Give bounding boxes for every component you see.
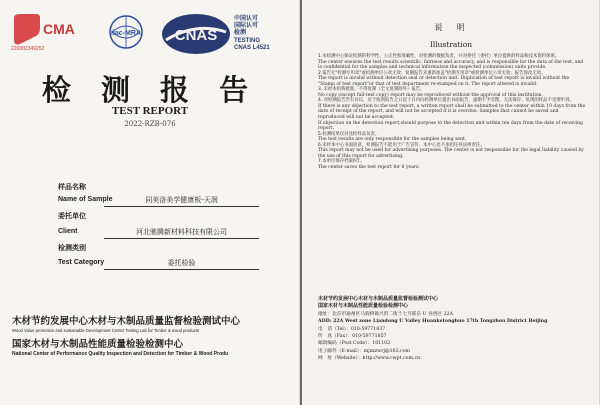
report-number: 2022-RZB-076 bbox=[124, 120, 176, 128]
cnas-line-4: TESTING bbox=[234, 37, 261, 44]
illustration-title-en: Illustration bbox=[429, 40, 473, 49]
contact-email: 电子邮件（E-mail）：mjzxzwrj@163.com bbox=[318, 348, 411, 354]
sample-name-label-zh: 样品名称 bbox=[58, 184, 86, 191]
sample-name-label-en: Name of Sample bbox=[58, 196, 113, 203]
illustration-paragraph: 1.本检测中心保证检测的科学性、公正性和准确性，对检测的数据负责，并对委托（委托）单位提供的样品和技术资料保密。 bbox=[318, 54, 560, 59]
illustration-body bbox=[318, 54, 586, 170]
footer-org-en-2: National Center of Performance Quality Inspection and Detection for Timber & Wood Produ bbox=[12, 351, 229, 357]
cma-number: 220002349252 bbox=[11, 46, 45, 52]
test-category-label-en: Test Category bbox=[58, 259, 105, 266]
cma-label: CMA bbox=[43, 21, 75, 37]
illustration-paragraph: 3. 未经本机构批准，不得复制（全文复制除外）报告。 bbox=[318, 87, 425, 93]
illustration-paragraph: 6.未经本中心书面同意，检测报告不能用于广告宣传，本中心也不承担任何法律责任。 bbox=[318, 142, 485, 148]
contact-address-en: ADD: 22A West zone Liandong U Valley Huanketonghuo 17th Tongzhou District Beijing bbox=[318, 319, 548, 325]
contact-website: 网 址（Website）：http://www.cwpt.com.cn bbox=[318, 356, 421, 362]
illustration-paragraph: The center ensures the test results scientific, fairness and accuracy, and is responsible for the data of the test, and is confidential for the samples and technical information the inspected (commission) units provide. bbox=[318, 59, 584, 71]
illustration-paragraph: If objection on the detection report,should purpose to the detection unit within ten days from the date of receiving report. bbox=[318, 120, 583, 132]
contact-fax: 传 真（Fax）：010-59771857 bbox=[318, 334, 387, 340]
illustration-paragraph: No copy (except full-text copy) report may be reproduced without the approval of this institution. bbox=[318, 92, 543, 98]
contact-post-code: 邮政编码（Post Code）：101102 bbox=[318, 341, 391, 347]
illustration-page bbox=[302, 0, 600, 405]
client-label-zh: 委托单位 bbox=[58, 213, 86, 220]
illustration-paragraph: The center saves the test report for 6 years. bbox=[318, 164, 420, 170]
report-title-en: TEST REPORT bbox=[111, 105, 189, 117]
illustration-paragraph: This report may not be used for advertising purposes. The center is not responsible for the legal liability caused by the use of this report for advertising. bbox=[318, 148, 584, 159]
cnas-label: CNAS bbox=[174, 27, 218, 44]
footer-org-zh-1: 木材节约发展中心木材与木制品质量监督检验测试中心 bbox=[12, 316, 241, 327]
illustration-paragraph: The report is invalid without detection seal or detection unit. Duplication of test report is invalid without the "Stamp of test report"or that of test department re-stamped on it. The report altered is invalid. bbox=[318, 76, 570, 87]
illustration-paragraph: 2.报告无"检测专用章"或检测单位公章无效；复制报告未重新加盖"检测专用章"或检测单位公章无效；报告涂改无效。 bbox=[318, 70, 546, 76]
client-value: 河北驰腾新材料科技有限公司 bbox=[104, 227, 259, 239]
contact-tel: 电 话（Tel）：010-59771837 bbox=[318, 326, 386, 332]
cnas-logo-icon bbox=[160, 12, 232, 56]
cnas-line-2: 国际认可 bbox=[234, 23, 259, 30]
ilac-label: ilac-MRA bbox=[111, 30, 141, 37]
illustration-paragraph: 5.检测结果仅对送检样品负责。 bbox=[318, 131, 380, 137]
test-category-value: 委托检验 bbox=[104, 258, 259, 270]
sample-name-value: 同美洛美学健康板-天润 bbox=[104, 195, 259, 207]
illustration-paragraph: The test results are only responsible for the samples being sent. bbox=[318, 137, 467, 143]
illustration-title-zh: 说 明 bbox=[434, 23, 468, 32]
cnas-line-5: CNAS L4521 bbox=[234, 44, 270, 51]
ilac-mra-logo-icon bbox=[104, 14, 148, 54]
footer-org-zh-2: 国家木材与木制品性能质量检验检测中心 bbox=[12, 339, 184, 350]
illustration-paragraph: 4. 对检测报告若有异议，应于收到报告之日起十日内向检测单位提出书面报告，逾期不予受理。无法保存、复现的样品不受理申诉。 bbox=[318, 98, 574, 104]
client-label-en: Client bbox=[58, 228, 78, 235]
illustration-paragraph: If there is any objection to the test report, a written report shall be submitted to the center within 10 days from the date of receipt of the report, and will not be accepted if it is overdue. Samples that cannot be saved and reproduced will not be accepted. bbox=[318, 103, 586, 121]
accreditation-logos bbox=[10, 12, 295, 58]
cnas-caption bbox=[234, 16, 270, 52]
cnas-line-1: 中国认可 bbox=[234, 16, 259, 22]
contact-org-zh-1: 木材节约发展中心木材与木制品质量监督检验测试中心 bbox=[318, 296, 439, 302]
cnas-line-3: 检测 bbox=[234, 30, 247, 37]
contact-block bbox=[318, 296, 588, 363]
contact-address-zh: 地址：北京市通州区马驹桥镇兴贸二街十七号联东 U 谷西区 22A bbox=[318, 311, 453, 317]
footer-org-en-1: Wood Value promotion and sustainable Development Center Testing Lab for Timber & wood products bbox=[12, 328, 200, 333]
report-title-zh: 检 测 报 告 bbox=[41, 73, 259, 107]
illustration-paragraph: 7.本单位保存档案6年。 bbox=[318, 159, 365, 165]
contact-org-zh-2: 国家木材与木制品性能质量检验检测中心 bbox=[318, 303, 409, 310]
test-category-label-zh: 检测类别 bbox=[58, 245, 86, 252]
